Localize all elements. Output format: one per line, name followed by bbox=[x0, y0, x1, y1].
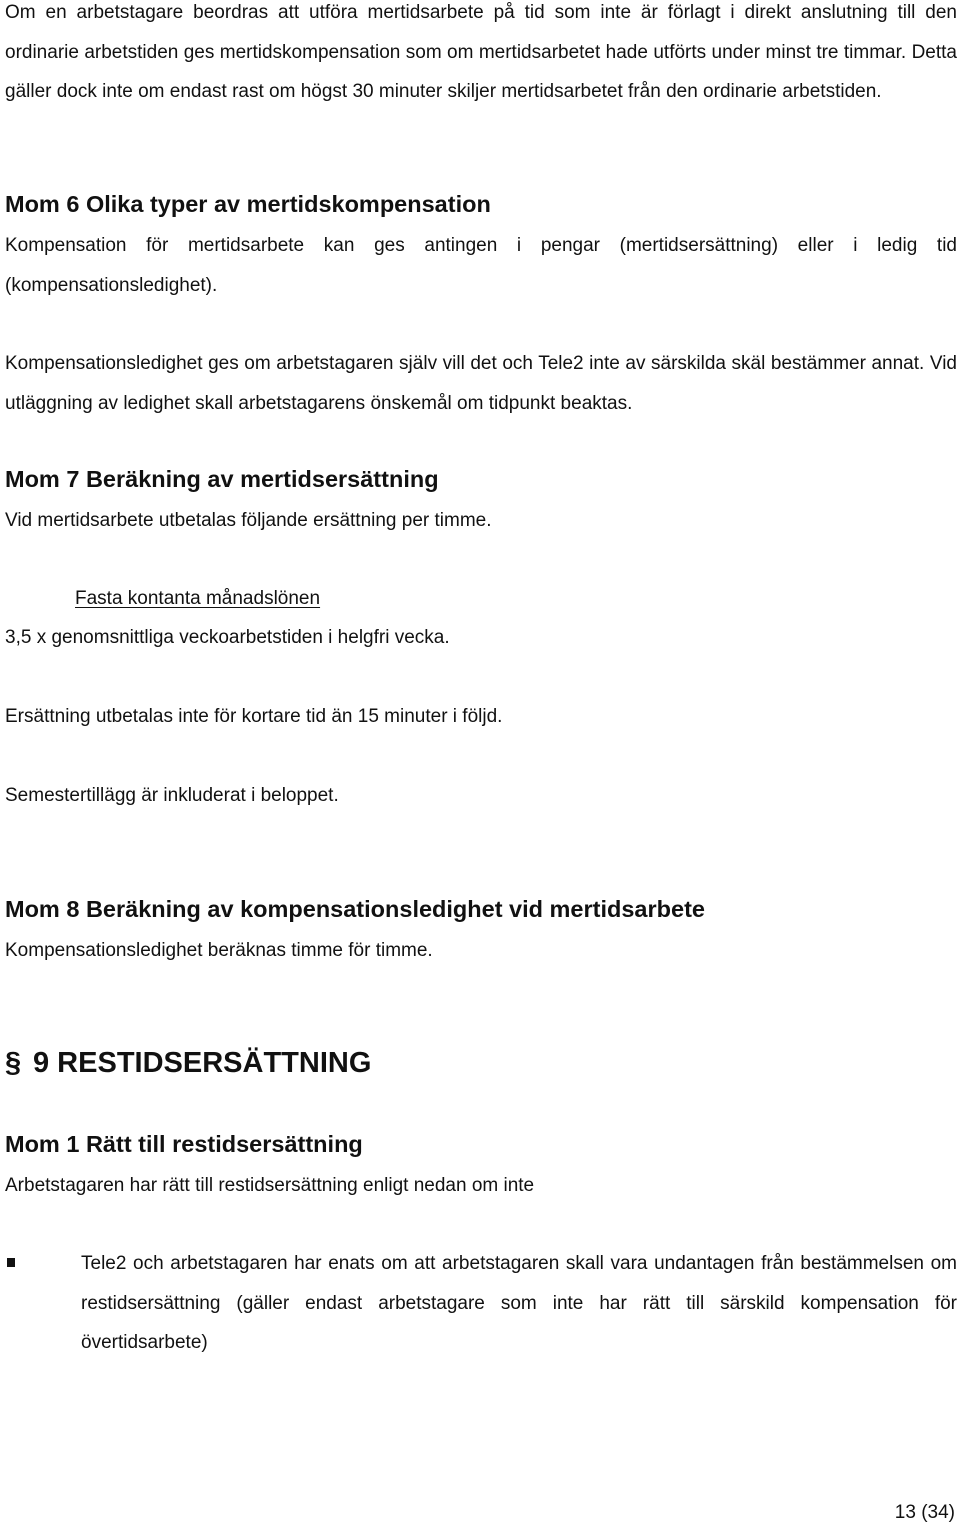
mom7-paragraph-1: Vid mertidsarbete utbetalas följande ersättning per timme. bbox=[5, 510, 492, 531]
mom7-paragraph-4: Semestertillägg är inkluderat i beloppet. bbox=[5, 785, 339, 806]
mom7-heading: Mom 7 Beräkning av mertidsersättning bbox=[5, 466, 439, 492]
salary-basis-label: Fasta kontanta månadslönen bbox=[75, 588, 321, 609]
mom8-heading: Mom 8 Beräkning av kompensationsledighet vid mertidsarbete bbox=[5, 896, 705, 922]
section-9-heading bbox=[5, 1045, 957, 1081]
list-item-text: Tele2 och arbetstagaren har enats om att arbetstagaren skall vara undantagen från bestämmelsen om restidsersättning (gäller endast arbetstagare som inte har rätt till särskild kompensation för övertidsarbete) bbox=[81, 1253, 957, 1353]
mom7-subheading bbox=[75, 579, 320, 619]
mom6-heading: Mom 6 Olika typer av mertidskompensation bbox=[5, 191, 491, 217]
list-item bbox=[5, 1244, 957, 1363]
mom7-paragraph-2: 3,5 x genomsnittliga veckoarbetstiden i helgfri vecka. bbox=[5, 627, 450, 648]
paragraph-sign-icon: § bbox=[5, 1047, 22, 1079]
mom6-paragraph-2: Kompensationsledighet ges om arbetstagaren själv vill det och Tele2 inte av särskilda skäl bestämmer annat. Vid utläggning av ledighet skall arbetstagarens önskemål om tidpunkt beaktas. bbox=[5, 353, 957, 414]
mom1-paragraph-1: Arbetstagaren har rätt till restidsersättning enligt nedan om inte bbox=[5, 1175, 535, 1196]
mom7-paragraph-3: Ersättning utbetalas inte för kortare tid än 15 minuter i följd. bbox=[5, 706, 503, 727]
page-number: 13 (34) bbox=[894, 1502, 955, 1523]
intro-paragraph: Om en arbetstagare beordras att utföra mertidsarbete på tid som inte är förlagt i direkt anslutning till den ordinarie arbetstiden ges mertidskompensation som om mertidsarbetet hade utförts under minst tre timmar. Detta gäller dock inte om endast rast om högst 30 minuter skiljer mertidsarbetet från den ordinarie arbetstiden. bbox=[5, 2, 957, 102]
mom1-heading: Mom 1 Rätt till restidsersättning bbox=[5, 1131, 363, 1157]
square-bullet-icon bbox=[7, 1258, 15, 1267]
mom6-paragraph-1: Kompensation för mertidsarbete kan ges antingen i pengar (mertidsersättning) eller i ledig tid (kompensationsledighet). bbox=[5, 235, 957, 296]
mom8-paragraph-1: Kompensationsledighet beräknas timme för timme. bbox=[5, 940, 433, 961]
section-9-title: 9 RESTIDSERSÄTTNING bbox=[33, 1047, 372, 1079]
